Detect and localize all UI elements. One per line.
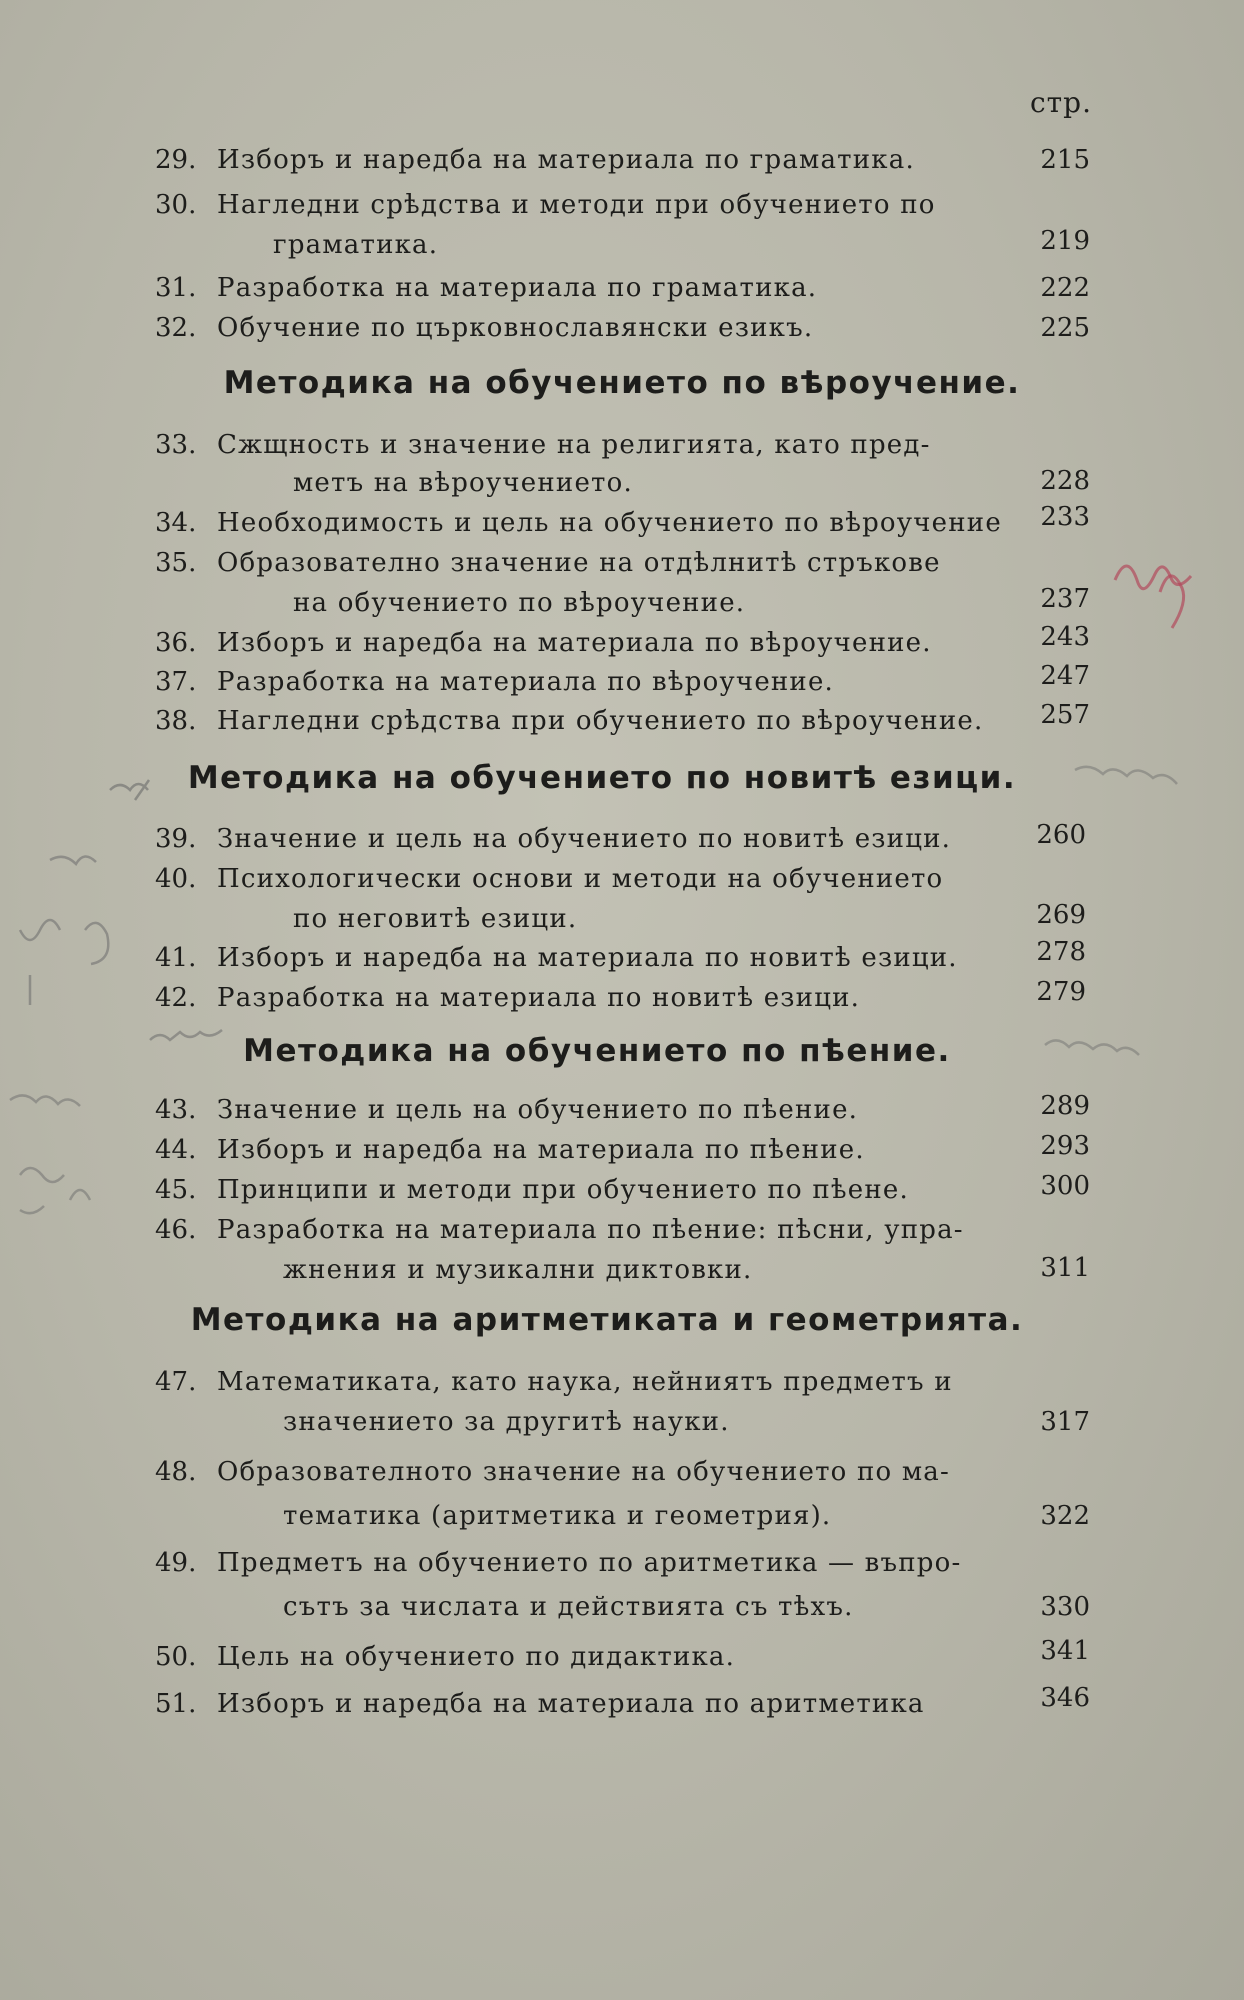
pencil-mark bbox=[50, 856, 96, 864]
entry-title: Принципи и методи при обучението по пѣене. bbox=[217, 1175, 909, 1205]
entry-page: 330 bbox=[1040, 1592, 1090, 1622]
toc-entry bbox=[155, 140, 1090, 180]
entry-page: 322 bbox=[1040, 1501, 1090, 1531]
red-ink-mark bbox=[1115, 566, 1191, 589]
toc-entry bbox=[155, 819, 1090, 859]
entry-title: Нагледни срѣдства при обучението по вѣроучение. bbox=[217, 706, 984, 736]
entry-title: Значение и цель на обучението по пѣение. bbox=[217, 1095, 859, 1125]
entry-number: 49. bbox=[155, 1548, 197, 1578]
toc-entry bbox=[155, 185, 1090, 265]
entry-title: Изборъ и наредба на материала по граматика. bbox=[217, 145, 915, 175]
entry-number: 38. bbox=[155, 706, 197, 736]
entry-title: Обучение по църковнославянски езикъ. bbox=[217, 313, 814, 343]
entry-page: 289 bbox=[1040, 1091, 1090, 1121]
entry-number: 50. bbox=[155, 1642, 197, 1672]
toc-entry bbox=[155, 1170, 1090, 1210]
entry-page: 247 bbox=[1040, 661, 1090, 691]
entry-title: Разработка на материала по новитѣ езици. bbox=[217, 983, 861, 1013]
entry-page: 279 bbox=[1036, 977, 1086, 1007]
entry-title-continuation: тематика (аритметика и геометрия). bbox=[283, 1501, 832, 1531]
entry-page: 228 bbox=[1040, 466, 1090, 496]
toc-entry bbox=[155, 1090, 1090, 1130]
entry-title-continuation: на обучението по вѣроучение. bbox=[293, 588, 746, 618]
section-heading: Методика на обучението по вѣроучение. bbox=[223, 365, 1021, 401]
entry-title: Образователно значение на отдѣлнитѣ стръкове bbox=[217, 548, 941, 578]
entry-number: 51. bbox=[155, 1689, 197, 1719]
red-ink-mark bbox=[1160, 576, 1184, 628]
entry-page: 300 bbox=[1040, 1171, 1090, 1201]
entry-number: 34. bbox=[155, 508, 197, 538]
entry-number: 32. bbox=[155, 313, 197, 343]
toc-entry bbox=[155, 1130, 1090, 1170]
toc-entry bbox=[155, 1452, 1090, 1532]
entry-number: 36. bbox=[155, 628, 197, 658]
entry-page: 341 bbox=[1040, 1636, 1090, 1666]
pencil-mark bbox=[20, 920, 60, 1005]
toc-entry bbox=[155, 1543, 1090, 1623]
toc-entry bbox=[155, 425, 1090, 505]
entry-title: Изборъ и наредба на материала по пѣение. bbox=[217, 1135, 865, 1165]
page-column-label: стр. bbox=[1030, 86, 1092, 119]
entry-title: Значение и цель на обучението по новитѣ езици. bbox=[217, 824, 952, 854]
entry-page: 257 bbox=[1040, 700, 1090, 730]
entry-title: Образователното значение на обучението по ма- bbox=[217, 1457, 950, 1487]
entry-title-continuation: метъ на вѣроучението. bbox=[293, 468, 633, 498]
entry-title-continuation: по неговитѣ езици. bbox=[293, 904, 578, 934]
toc-entry bbox=[155, 978, 1090, 1018]
entry-title: Психологически основи и методи на обучението bbox=[217, 864, 944, 894]
entry-title-continuation: сътъ за числата и действията съ тѣхъ. bbox=[283, 1592, 854, 1622]
entry-number: 48. bbox=[155, 1457, 197, 1487]
entry-number: 45. bbox=[155, 1175, 197, 1205]
entry-title: Изборъ и наредба на материала по вѣроучение. bbox=[217, 628, 932, 658]
entry-page: 233 bbox=[1040, 502, 1090, 532]
entry-title: Разработка на материала по вѣроучение. bbox=[217, 667, 835, 697]
entry-page: 278 bbox=[1036, 937, 1086, 967]
entry-page: 346 bbox=[1040, 1683, 1090, 1713]
entry-title: Сжщность и значение на религията, като пред- bbox=[217, 430, 931, 460]
toc-entry bbox=[155, 1684, 1090, 1724]
entry-number: 39. bbox=[155, 824, 197, 854]
entry-number: 33. bbox=[155, 430, 197, 460]
entry-page: 215 bbox=[1040, 145, 1090, 175]
toc-entry bbox=[155, 503, 1090, 543]
entry-title: Разработка на материала по граматика. bbox=[217, 273, 818, 303]
toc-entry bbox=[155, 268, 1090, 308]
entry-page: 293 bbox=[1040, 1131, 1090, 1161]
entry-number: 41. bbox=[155, 943, 197, 973]
entry-title: Математиката, като наука, нейниятъ предметъ и bbox=[217, 1367, 953, 1397]
entry-page: 317 bbox=[1040, 1407, 1090, 1437]
entry-number: 37. bbox=[155, 667, 197, 697]
entry-number: 31. bbox=[155, 273, 197, 303]
entry-page: 219 bbox=[1040, 226, 1090, 256]
toc-entry bbox=[155, 1362, 1090, 1442]
pencil-mark bbox=[85, 923, 108, 964]
entry-number: 30. bbox=[155, 190, 197, 220]
entry-title: Разработка на материала по пѣение: пѣсни, упра- bbox=[217, 1215, 964, 1245]
toc-entry bbox=[155, 623, 1090, 663]
section-heading: Методика на обучението по пѣение. bbox=[243, 1033, 951, 1069]
toc-entry bbox=[155, 662, 1090, 702]
pencil-mark bbox=[20, 1168, 90, 1213]
entry-number: 29. bbox=[155, 145, 197, 175]
toc-entry bbox=[155, 701, 1090, 741]
entry-page: 225 bbox=[1040, 313, 1090, 343]
entry-title: Предметъ на обучението по аритметика — въпро- bbox=[217, 1548, 962, 1578]
entry-title: Цель на обучението по дидактика. bbox=[217, 1642, 736, 1672]
entry-page: 222 bbox=[1040, 273, 1090, 303]
toc-entry bbox=[155, 1637, 1090, 1677]
entry-title: Нагледни срѣдства и методи при обучението по bbox=[217, 190, 936, 220]
entry-title: Изборъ и наредба на материала по новитѣ езици. bbox=[217, 943, 958, 973]
entry-title-continuation: значението за другитѣ науки. bbox=[283, 1407, 730, 1437]
entry-page: 243 bbox=[1040, 622, 1090, 652]
toc-entry bbox=[155, 543, 1090, 623]
section-heading: Методика на аритметиката и геометрията. bbox=[190, 1302, 1024, 1338]
toc-entry bbox=[155, 1210, 1090, 1290]
entry-number: 43. bbox=[155, 1095, 197, 1125]
entry-number: 40. bbox=[155, 864, 197, 894]
entry-number: 47. bbox=[155, 1367, 197, 1397]
entry-page: 260 bbox=[1036, 820, 1086, 850]
entry-title: Необходимость и цель на обучението по вѣроучение bbox=[217, 508, 1002, 538]
toc-entry bbox=[155, 859, 1090, 939]
entry-title-continuation: граматика. bbox=[273, 230, 439, 260]
entry-page: 269 bbox=[1036, 900, 1086, 930]
entry-number: 46. bbox=[155, 1215, 197, 1245]
pencil-mark bbox=[10, 1095, 80, 1106]
entry-number: 35. bbox=[155, 548, 197, 578]
entry-number: 44. bbox=[155, 1135, 197, 1165]
entry-number: 42. bbox=[155, 983, 197, 1013]
section-heading: Методика на обучението по новитѣ езици. bbox=[187, 760, 1017, 796]
entry-title: Изборъ и наредба на материала по аритметика bbox=[217, 1689, 925, 1719]
entry-title-continuation: жнения и музикални диктовки. bbox=[283, 1255, 753, 1285]
entry-page: 311 bbox=[1040, 1253, 1090, 1283]
entry-page: 237 bbox=[1040, 584, 1090, 614]
toc-entry bbox=[155, 938, 1090, 978]
toc-entry bbox=[155, 308, 1090, 348]
